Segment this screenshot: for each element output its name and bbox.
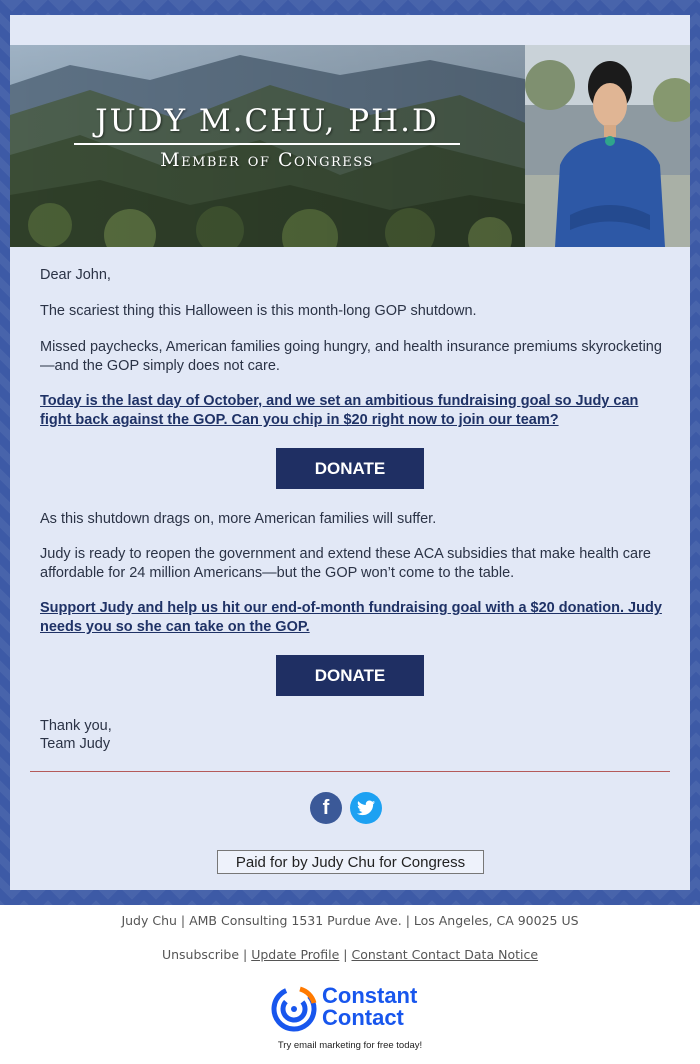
portrait-jacket bbox=[555, 137, 665, 247]
constant-contact-icon bbox=[270, 985, 318, 1033]
signoff-team: Team Judy bbox=[40, 736, 111, 752]
signoff-thanks: Thank you, bbox=[40, 718, 112, 734]
footer-separator: | bbox=[339, 947, 352, 962]
footer-separator: | bbox=[239, 947, 252, 962]
candidate-name: JUDY M.CHU, PH.D bbox=[95, 103, 439, 139]
facebook-icon[interactable]: f bbox=[310, 792, 342, 824]
twitter-icon[interactable] bbox=[350, 792, 382, 824]
paragraph-3: As this shutdown drags on, more American families will suffer. bbox=[40, 511, 437, 527]
banner-divider bbox=[74, 143, 460, 145]
donate-button-2[interactable]: DONATE bbox=[276, 655, 424, 696]
twitter-bird-icon bbox=[357, 800, 375, 816]
footer-links bbox=[0, 947, 700, 962]
paragraph-2: Missed paychecks, American families going hungry, and health insurance premiums skyrocketing—and the GOP simply does not care. bbox=[40, 339, 662, 374]
fundraising-link-2[interactable]: Support Judy and help us hit our end-of-month fundraising goal with a $20 donation. Judy needs you so she can take on the GOP. bbox=[40, 600, 662, 635]
constant-contact-wordmark bbox=[322, 985, 417, 1029]
data-notice-link[interactable]: Constant Contact Data Notice bbox=[351, 947, 539, 962]
constant-contact-tagline[interactable]: Try email marketing for free today! bbox=[277, 1040, 423, 1051]
candidate-title: Member of Congress bbox=[160, 149, 374, 171]
donate-button-1[interactable]: DONATE bbox=[276, 448, 424, 489]
wordmark-line-2: Contact bbox=[322, 1005, 404, 1030]
paragraph-1: The scariest thing this Halloween is this month-long GOP shutdown. bbox=[40, 303, 477, 319]
wordmark-line-1: Constant bbox=[322, 983, 418, 1008]
unsubscribe-link[interactable]: Unsubscribe bbox=[161, 947, 240, 962]
footer-divider bbox=[30, 771, 670, 772]
constant-contact-logo[interactable] bbox=[270, 985, 440, 1035]
greeting: Dear John, bbox=[40, 267, 111, 283]
paragraph-4: Judy is ready to reopen the government and extend these ACA subsidies that make health care affordable for 24 million Americans—but the GOP won’t come to the table. bbox=[40, 546, 651, 581]
email-card bbox=[10, 15, 690, 890]
update-profile-link[interactable]: Update Profile bbox=[251, 947, 340, 962]
footer-address: Judy Chu | AMB Consulting 1531 Purdue Ave. | Los Angeles, CA 90025 US bbox=[121, 913, 579, 928]
fundraising-link-1[interactable]: Today is the last day of October, and we set an ambitious fundraising goal so Judy can fight back against the GOP. Can you chip in $20 right now to join our team? bbox=[40, 393, 639, 428]
mountain-landscape-image bbox=[10, 45, 690, 247]
paid-for-disclaimer: Paid for by Judy Chu for Congress bbox=[217, 850, 484, 874]
header-banner bbox=[10, 45, 690, 247]
